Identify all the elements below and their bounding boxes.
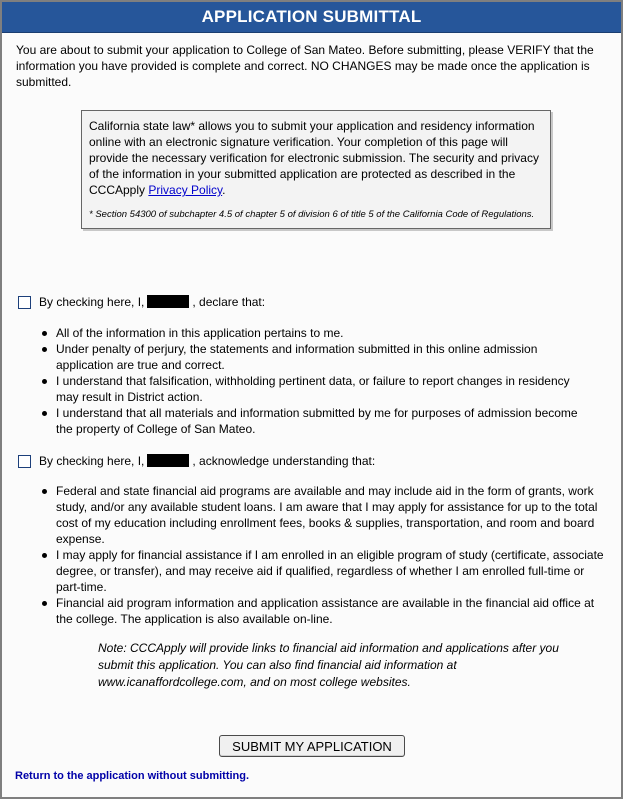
- legal-notice-box: [81, 110, 551, 229]
- declaration-row: [18, 295, 265, 309]
- declaration-suffix: , declare that:: [192, 295, 266, 309]
- list-item: Under penalty of perjury, the statements and information submitted in this online admission application are true and correct.: [39, 341, 594, 373]
- acknowledgement-prefix: By checking here, I,: [39, 454, 145, 468]
- legal-footnote: * Section 54300 of subchapter 4.5 of chapter 5 of division 6 of title 5 of the California Code of Regulations.: [89, 209, 535, 220]
- legal-notice-period: .: [222, 183, 226, 197]
- list-item: Federal and state financial aid programs are available and may include aid in the form of grants, work study, and/or any available student loans. I am aware that I may apply for assistance for up to the total cost of my education including enrollment fees, books & supplies, transportation, and room and board expense.: [39, 483, 609, 547]
- redacted-name: [147, 295, 189, 308]
- redacted-name: [147, 454, 189, 467]
- financial-aid-note: Note: CCCApply will provide links to financial aid information and applications after you submit this application. You can also find financial aid information at www.icanaffordcollege.com, and on most college websites.: [98, 641, 559, 689]
- list-item: All of the information in this application pertains to me.: [39, 325, 594, 341]
- return-to-application-link[interactable]: Return to the application without submitting.: [15, 770, 250, 782]
- acknowledgement-checkbox[interactable]: [18, 455, 31, 468]
- acknowledgement-suffix: , acknowledge understanding that:: [192, 454, 376, 468]
- list-item: I understand that all materials and information submitted by me for purposes of admission become the property of College of San Mateo.: [39, 405, 594, 437]
- legal-notice-text: California state law* allows you to submit your application and residency information online with an electronic signature verification. Your completion of this page will provide the necessary verification for electronic submission. The security and privacy of the information in your submitted application are protected as described in the CCCApply: [89, 119, 539, 197]
- declaration-checkbox[interactable]: [18, 296, 31, 309]
- acknowledgement-list: [39, 483, 609, 627]
- submit-application-button[interactable]: SUBMIT MY APPLICATION: [219, 735, 405, 757]
- acknowledgement-row: [18, 454, 375, 468]
- list-item: Financial aid program information and application assistance are available in the financial aid office at the college. The application is also available on-line.: [39, 595, 609, 627]
- privacy-policy-link[interactable]: Privacy Policy: [148, 183, 223, 197]
- page-title: APPLICATION SUBMITTAL: [2, 2, 621, 33]
- list-item: I may apply for financial assistance if I am enrolled in an eligible program of study (certificate, associate degree, or transfer), and may receive aid if qualified, regardless of whether I am enrolled full-time or part-time.: [39, 547, 609, 595]
- intro-text: You are about to submit your application to College of San Mateo. Before submitting, please VERIFY that the information you have provided is complete and correct. NO CHANGES may be made once the application is submitted.: [16, 43, 594, 89]
- list-item: I understand that falsification, withholding pertinent data, or failure to report changes in residency may result in District action.: [39, 373, 594, 405]
- declaration-prefix: By checking here, I,: [39, 295, 145, 309]
- declaration-list: [39, 325, 594, 437]
